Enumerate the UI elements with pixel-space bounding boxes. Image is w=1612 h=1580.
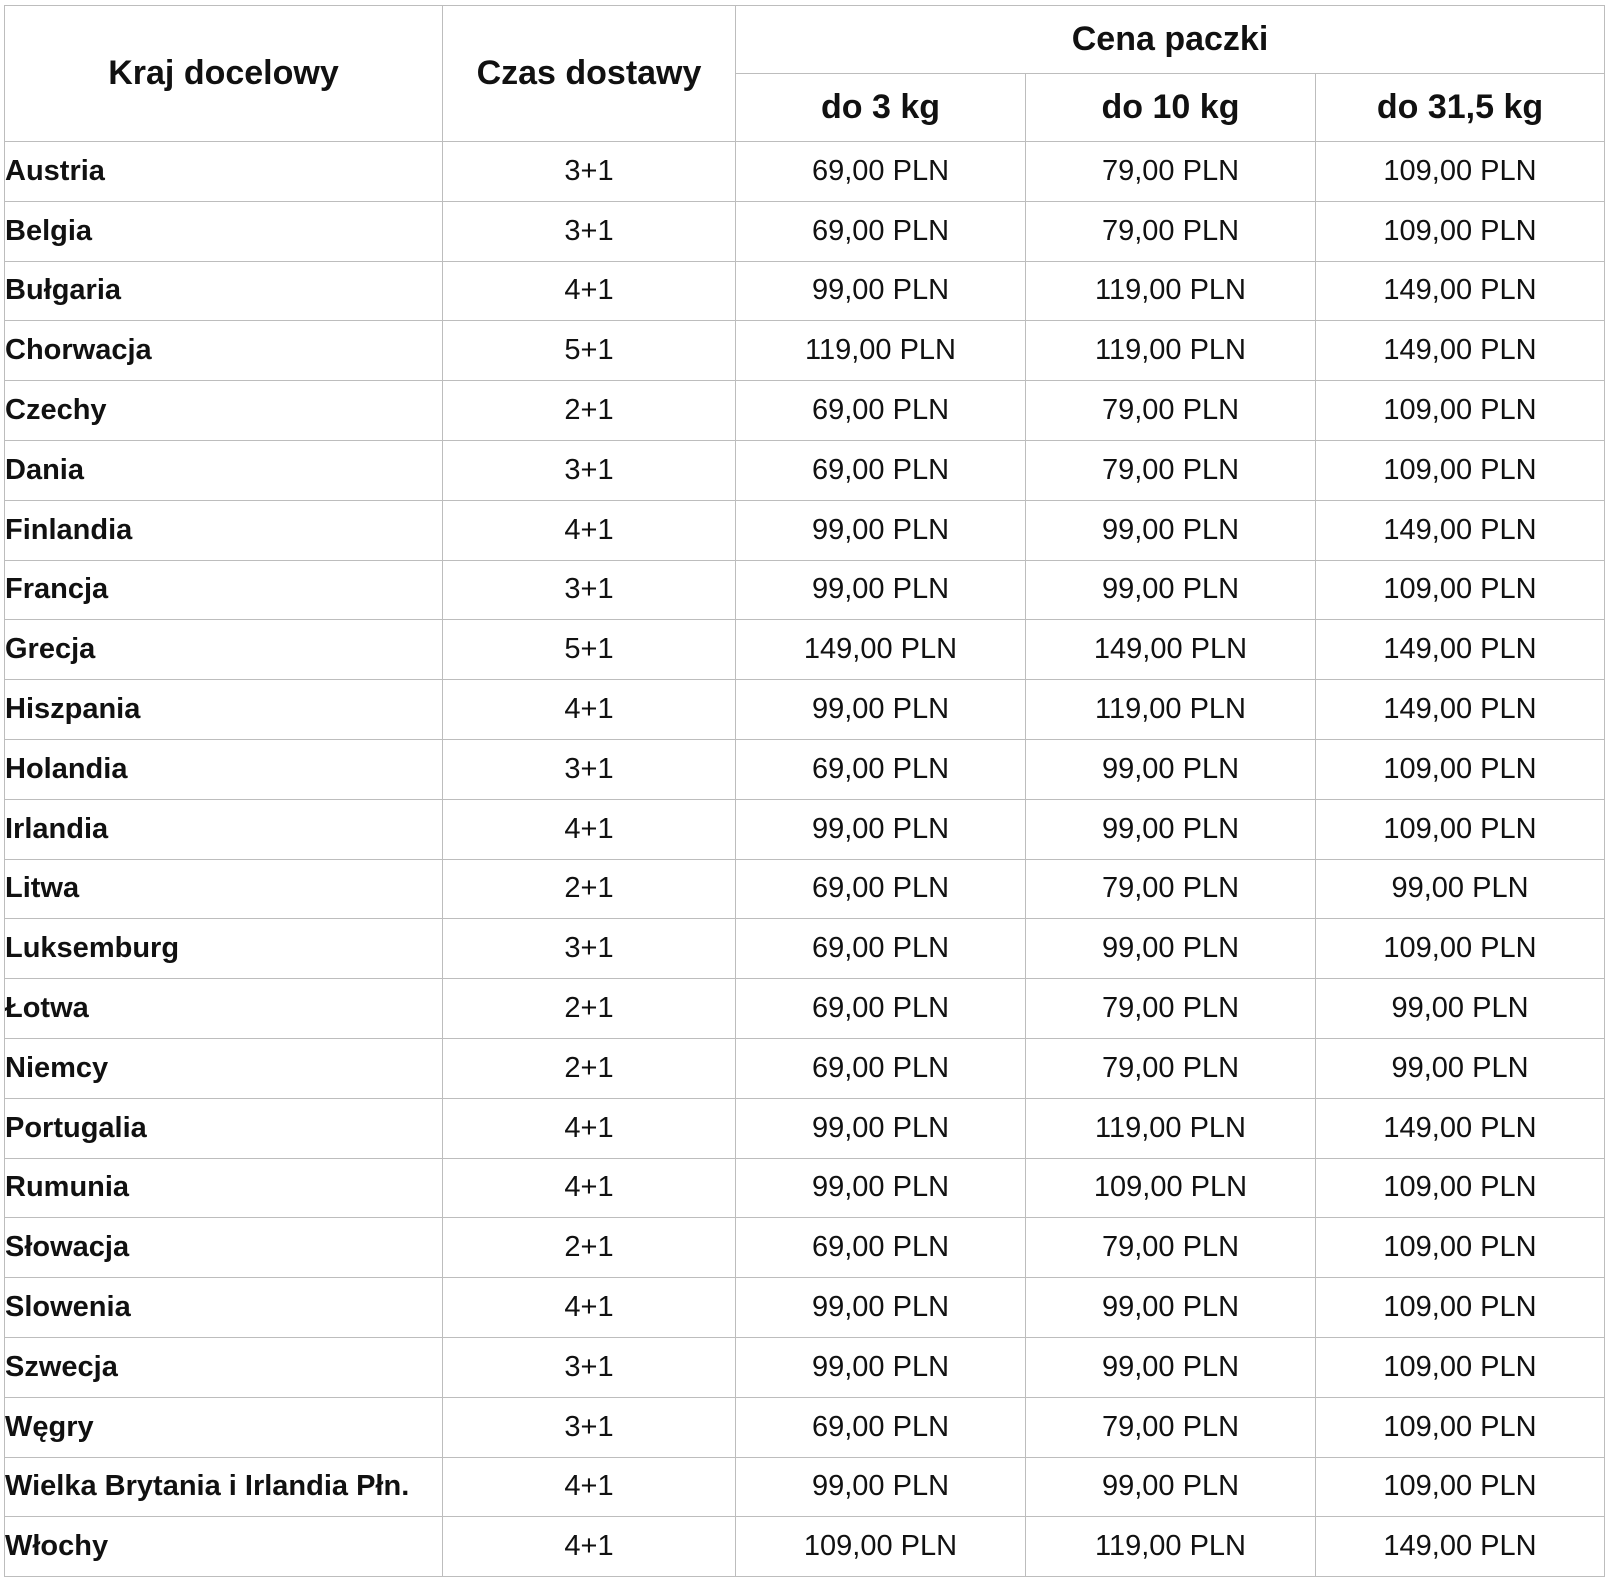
- cell-delivery-time: 4+1: [443, 799, 736, 859]
- cell-price-10kg: 99,00 PLN: [1026, 739, 1316, 799]
- cell-delivery-time: 5+1: [443, 321, 736, 381]
- cell-price-3kg: 99,00 PLN: [736, 1158, 1026, 1218]
- cell-delivery-time: 2+1: [443, 1218, 736, 1278]
- header-weight-31-5kg: do 31,5 kg: [1316, 74, 1605, 142]
- cell-delivery-time: 4+1: [443, 1457, 736, 1517]
- cell-delivery-time: 2+1: [443, 979, 736, 1039]
- header-weight-10kg: do 10 kg: [1026, 74, 1316, 142]
- cell-price-3kg: 69,00 PLN: [736, 739, 1026, 799]
- cell-price-31-5kg: 149,00 PLN: [1316, 321, 1605, 381]
- cell-price-31-5kg: 149,00 PLN: [1316, 1517, 1605, 1577]
- cell-country: Szwecja: [5, 1337, 443, 1397]
- table-row: [5, 1218, 1605, 1278]
- cell-price-31-5kg: 109,00 PLN: [1316, 1278, 1605, 1338]
- cell-price-3kg: 69,00 PLN: [736, 1397, 1026, 1457]
- table-row: [5, 500, 1605, 560]
- table-row: [5, 1278, 1605, 1338]
- cell-price-10kg: 99,00 PLN: [1026, 500, 1316, 560]
- cell-price-3kg: 99,00 PLN: [736, 1337, 1026, 1397]
- header-row-top: [5, 6, 1605, 74]
- table-row: [5, 142, 1605, 202]
- cell-country: Czechy: [5, 381, 443, 441]
- cell-price-31-5kg: 109,00 PLN: [1316, 1457, 1605, 1517]
- header-weight-3kg: do 3 kg: [736, 74, 1026, 142]
- table-row: [5, 1098, 1605, 1158]
- cell-price-3kg: 119,00 PLN: [736, 321, 1026, 381]
- cell-price-10kg: 79,00 PLN: [1026, 859, 1316, 919]
- cell-price-31-5kg: 109,00 PLN: [1316, 381, 1605, 441]
- table-row: [5, 1457, 1605, 1517]
- cell-price-10kg: 119,00 PLN: [1026, 261, 1316, 321]
- table-row: [5, 201, 1605, 261]
- cell-price-3kg: 69,00 PLN: [736, 201, 1026, 261]
- cell-delivery-time: 4+1: [443, 1098, 736, 1158]
- cell-country: Wielka Brytania i Irlandia Płn.: [5, 1457, 443, 1517]
- cell-delivery-time: 4+1: [443, 1278, 736, 1338]
- cell-country: Grecja: [5, 620, 443, 680]
- cell-price-31-5kg: 109,00 PLN: [1316, 1397, 1605, 1457]
- cell-delivery-time: 3+1: [443, 440, 736, 500]
- table-row: [5, 799, 1605, 859]
- cell-price-3kg: 99,00 PLN: [736, 560, 1026, 620]
- cell-country: Austria: [5, 142, 443, 202]
- cell-price-10kg: 99,00 PLN: [1026, 799, 1316, 859]
- cell-price-10kg: 79,00 PLN: [1026, 142, 1316, 202]
- cell-price-3kg: 99,00 PLN: [736, 1457, 1026, 1517]
- cell-price-31-5kg: 109,00 PLN: [1316, 799, 1605, 859]
- shipping-price-table: [4, 5, 1605, 1577]
- cell-price-3kg: 99,00 PLN: [736, 1098, 1026, 1158]
- cell-price-10kg: 79,00 PLN: [1026, 1397, 1316, 1457]
- cell-country: Belgia: [5, 201, 443, 261]
- table-row: [5, 1038, 1605, 1098]
- cell-price-31-5kg: 109,00 PLN: [1316, 1158, 1605, 1218]
- cell-price-31-5kg: 99,00 PLN: [1316, 979, 1605, 1039]
- table-row: [5, 1397, 1605, 1457]
- cell-price-3kg: 69,00 PLN: [736, 381, 1026, 441]
- table-row: [5, 680, 1605, 740]
- cell-price-10kg: 99,00 PLN: [1026, 919, 1316, 979]
- cell-country: Węgry: [5, 1397, 443, 1457]
- cell-price-31-5kg: 109,00 PLN: [1316, 440, 1605, 500]
- cell-price-3kg: 69,00 PLN: [736, 919, 1026, 979]
- cell-price-10kg: 109,00 PLN: [1026, 1158, 1316, 1218]
- cell-country: Łotwa: [5, 979, 443, 1039]
- table-row: [5, 1337, 1605, 1397]
- cell-country: Portugalia: [5, 1098, 443, 1158]
- table-header: [5, 6, 1605, 142]
- cell-price-10kg: 119,00 PLN: [1026, 1098, 1316, 1158]
- cell-price-3kg: 99,00 PLN: [736, 680, 1026, 740]
- cell-country: Slowenia: [5, 1278, 443, 1338]
- cell-delivery-time: 4+1: [443, 680, 736, 740]
- cell-country: Niemcy: [5, 1038, 443, 1098]
- cell-price-10kg: 99,00 PLN: [1026, 1337, 1316, 1397]
- cell-price-31-5kg: 149,00 PLN: [1316, 680, 1605, 740]
- cell-price-3kg: 99,00 PLN: [736, 500, 1026, 560]
- header-delivery-time: Czas dostawy: [443, 6, 736, 142]
- cell-price-3kg: 109,00 PLN: [736, 1517, 1026, 1577]
- table-row: [5, 560, 1605, 620]
- cell-country: Finlandia: [5, 500, 443, 560]
- cell-country: Francja: [5, 560, 443, 620]
- header-price-group: Cena paczki: [736, 6, 1605, 74]
- cell-price-10kg: 79,00 PLN: [1026, 440, 1316, 500]
- cell-country: Luksemburg: [5, 919, 443, 979]
- header-country: Kraj docelowy: [5, 6, 443, 142]
- cell-price-10kg: 99,00 PLN: [1026, 1278, 1316, 1338]
- cell-country: Dania: [5, 440, 443, 500]
- table-row: [5, 739, 1605, 799]
- cell-country: Rumunia: [5, 1158, 443, 1218]
- cell-price-3kg: 69,00 PLN: [736, 979, 1026, 1039]
- cell-price-3kg: 149,00 PLN: [736, 620, 1026, 680]
- cell-price-10kg: 119,00 PLN: [1026, 1517, 1316, 1577]
- cell-price-31-5kg: 149,00 PLN: [1316, 500, 1605, 560]
- cell-price-10kg: 79,00 PLN: [1026, 381, 1316, 441]
- table-row: [5, 620, 1605, 680]
- cell-price-10kg: 79,00 PLN: [1026, 979, 1316, 1039]
- cell-price-10kg: 99,00 PLN: [1026, 560, 1316, 620]
- cell-price-31-5kg: 109,00 PLN: [1316, 142, 1605, 202]
- cell-price-31-5kg: 109,00 PLN: [1316, 560, 1605, 620]
- cell-price-3kg: 69,00 PLN: [736, 440, 1026, 500]
- cell-delivery-time: 3+1: [443, 1397, 736, 1457]
- cell-price-3kg: 69,00 PLN: [736, 1218, 1026, 1278]
- cell-price-31-5kg: 149,00 PLN: [1316, 261, 1605, 321]
- cell-price-10kg: 119,00 PLN: [1026, 680, 1316, 740]
- cell-price-10kg: 79,00 PLN: [1026, 1038, 1316, 1098]
- table-row: [5, 440, 1605, 500]
- table-row: [5, 979, 1605, 1039]
- cell-country: Holandia: [5, 739, 443, 799]
- cell-delivery-time: 3+1: [443, 201, 736, 261]
- table-body: [5, 142, 1605, 1577]
- table-row: [5, 321, 1605, 381]
- cell-delivery-time: 4+1: [443, 261, 736, 321]
- cell-delivery-time: 3+1: [443, 142, 736, 202]
- cell-price-10kg: 79,00 PLN: [1026, 1218, 1316, 1278]
- cell-price-10kg: 119,00 PLN: [1026, 321, 1316, 381]
- cell-price-3kg: 69,00 PLN: [736, 1038, 1026, 1098]
- cell-country: Chorwacja: [5, 321, 443, 381]
- cell-price-10kg: 79,00 PLN: [1026, 201, 1316, 261]
- cell-country: Włochy: [5, 1517, 443, 1577]
- cell-delivery-time: 3+1: [443, 1337, 736, 1397]
- cell-delivery-time: 3+1: [443, 919, 736, 979]
- cell-price-31-5kg: 109,00 PLN: [1316, 739, 1605, 799]
- cell-price-10kg: 149,00 PLN: [1026, 620, 1316, 680]
- cell-country: Irlandia: [5, 799, 443, 859]
- cell-delivery-time: 4+1: [443, 500, 736, 560]
- cell-delivery-time: 4+1: [443, 1517, 736, 1577]
- cell-price-31-5kg: 149,00 PLN: [1316, 1098, 1605, 1158]
- cell-price-3kg: 99,00 PLN: [736, 261, 1026, 321]
- cell-price-31-5kg: 109,00 PLN: [1316, 919, 1605, 979]
- cell-price-31-5kg: 109,00 PLN: [1316, 1218, 1605, 1278]
- cell-delivery-time: 3+1: [443, 739, 736, 799]
- cell-delivery-time: 2+1: [443, 381, 736, 441]
- cell-price-31-5kg: 99,00 PLN: [1316, 1038, 1605, 1098]
- cell-delivery-time: 3+1: [443, 560, 736, 620]
- table-row: [5, 381, 1605, 441]
- cell-price-3kg: 69,00 PLN: [736, 859, 1026, 919]
- cell-price-10kg: 99,00 PLN: [1026, 1457, 1316, 1517]
- cell-delivery-time: 2+1: [443, 859, 736, 919]
- table-row: [5, 1517, 1605, 1577]
- table-row: [5, 1158, 1605, 1218]
- cell-price-3kg: 69,00 PLN: [736, 142, 1026, 202]
- cell-price-31-5kg: 99,00 PLN: [1316, 859, 1605, 919]
- cell-country: Hiszpania: [5, 680, 443, 740]
- cell-country: Słowacja: [5, 1218, 443, 1278]
- cell-delivery-time: 5+1: [443, 620, 736, 680]
- cell-country: Litwa: [5, 859, 443, 919]
- table-row: [5, 919, 1605, 979]
- cell-price-31-5kg: 109,00 PLN: [1316, 201, 1605, 261]
- cell-price-3kg: 99,00 PLN: [736, 799, 1026, 859]
- cell-price-31-5kg: 109,00 PLN: [1316, 1337, 1605, 1397]
- cell-delivery-time: 2+1: [443, 1038, 736, 1098]
- cell-country: Bułgaria: [5, 261, 443, 321]
- cell-price-31-5kg: 149,00 PLN: [1316, 620, 1605, 680]
- cell-delivery-time: 4+1: [443, 1158, 736, 1218]
- cell-price-3kg: 99,00 PLN: [736, 1278, 1026, 1338]
- table-row: [5, 859, 1605, 919]
- table-row: [5, 261, 1605, 321]
